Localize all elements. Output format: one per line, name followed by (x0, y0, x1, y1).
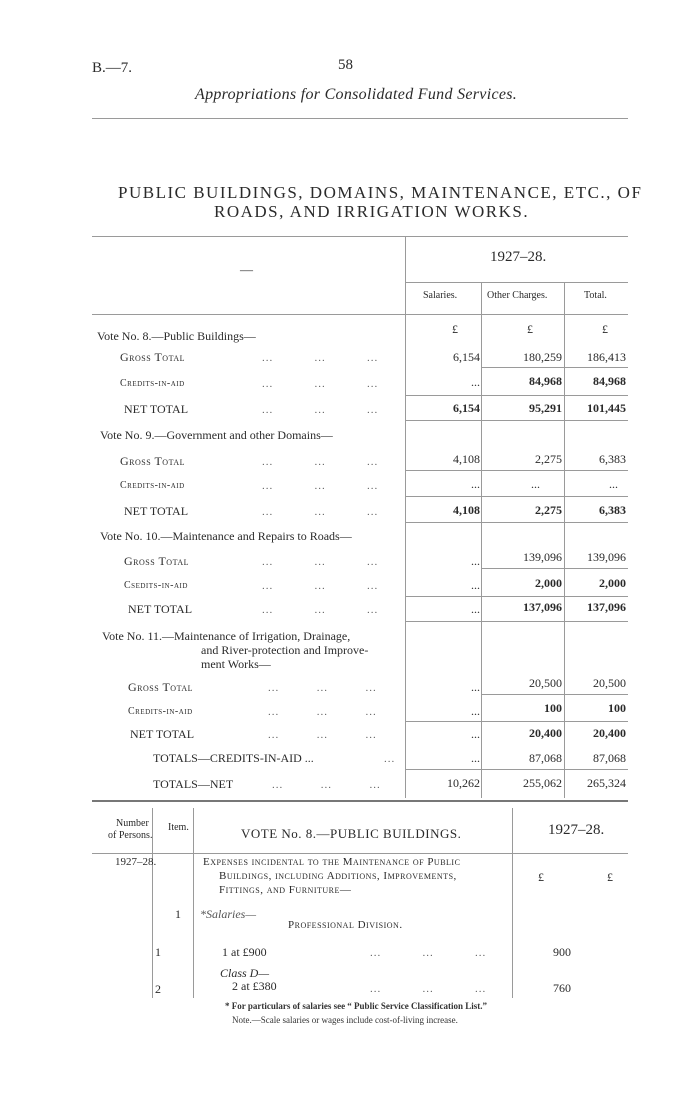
cell-total: 137,096 (587, 600, 626, 614)
vote9-heading: Vote No. 9.—Government and other Domains— (100, 428, 333, 442)
row2-persons: 2 (155, 982, 161, 996)
subtotal-rule (405, 721, 628, 722)
item-col-divider (193, 808, 194, 998)
cell-total: 87,068 (593, 751, 626, 765)
summary-header-rule (92, 314, 628, 315)
cell-other: 20,500 (529, 676, 562, 690)
leader-dots: ... ... ... (272, 779, 381, 791)
row-label: Gross Total (120, 350, 185, 364)
page-title-line2: ROADS, AND IRRIGATION WORKS. (214, 202, 530, 221)
subtotal-rule (405, 496, 628, 497)
cell-salaries: ... (471, 704, 480, 718)
vote11-heading-line1: Vote No. 11.—Maintenance of Irrigation, Drainage, (102, 629, 351, 643)
leader-dots: ... ... ... (262, 506, 379, 518)
cell-total: 100 (608, 701, 626, 715)
expenses-line2: Buildings, including Additions, Improvements, (219, 870, 457, 882)
cell-total: ... (609, 477, 618, 491)
leader-dots: ... ... ... (262, 604, 379, 616)
row-label: NET TOTAL (124, 504, 189, 518)
row-label: Credits-in-aid (120, 378, 185, 389)
cell-total: 20,400 (593, 726, 626, 740)
row1-persons: 1 (155, 945, 161, 959)
cell-total: 6,383 (599, 452, 626, 466)
subtotal-rule (405, 769, 628, 770)
cell-other: 84,968 (529, 374, 562, 388)
detail-header-rule (92, 853, 628, 854)
cell-total: 186,413 (587, 350, 626, 364)
cell-salaries: 6,154 (453, 350, 480, 364)
leader-dots: ... ... ... (262, 404, 379, 416)
col-header-item: Item. (168, 822, 189, 833)
cell-salaries: 4,108 (453, 452, 480, 466)
cell-total: 20,500 (593, 676, 626, 690)
row-label: Gross Total (128, 680, 193, 694)
row-label: NET TOTAL (128, 602, 193, 616)
cell-total: 84,968 (593, 374, 626, 388)
cell-salaries: ... (471, 727, 480, 741)
cell-salaries: ... (471, 375, 480, 389)
vote8-heading: Vote No. 8.—Public Buildings— (97, 329, 256, 343)
col-header-number: Number (116, 818, 149, 829)
salaries-label: *Salaries— (200, 907, 257, 921)
vote8-year: 1927–28. (548, 822, 605, 838)
summary-dash: — (240, 262, 253, 277)
running-title: Appropriations for Consolidated Fund Services. (195, 86, 518, 103)
subtotal-rule (405, 596, 628, 597)
cell-other: 95,291 (529, 401, 562, 415)
footnote: * For particulars of salaries see “ Public Service Classification List.” (225, 1001, 488, 1011)
cell-other: 180,259 (523, 350, 562, 364)
leader-dots: ... ... ... (262, 556, 379, 568)
cell-salaries: ... (471, 477, 480, 491)
note: Note.—Scale salaries or wages include cost-of-living increase. (232, 1015, 458, 1025)
summary-divider (405, 236, 406, 798)
subtotal-rule (405, 470, 628, 471)
cell-total: 101,445 (587, 401, 626, 415)
leader-dots: ... ... ... (370, 947, 487, 959)
expenses-line3: Fittings, and Furniture— (219, 884, 352, 896)
cell-total: 139,096 (587, 550, 626, 564)
amount-col-divider (512, 808, 513, 998)
currency-salaries: £ (452, 322, 458, 336)
leader-dots: ... ... ... (370, 983, 487, 995)
vote11-heading-line3: ment Works— (201, 657, 271, 671)
vote10-heading: Vote No. 10.—Maintenance and Repairs to Roads— (100, 529, 352, 543)
row2-value: 760 (553, 981, 571, 995)
summary-year-rule (405, 282, 628, 283)
item-number: 1 (175, 907, 181, 921)
col-header-other-charges: Other Charges. (487, 290, 548, 301)
cell-other: 2,275 (535, 503, 562, 517)
cell-salaries: ... (471, 751, 480, 765)
cell-salaries: 10,262 (447, 776, 480, 790)
leader-dots: ... ... ... (262, 480, 379, 492)
leader-dots: ... ... ... (262, 378, 379, 390)
row1-value: 900 (553, 945, 571, 959)
cell-total: 2,000 (599, 576, 626, 590)
cell-salaries: 4,108 (453, 503, 480, 517)
row-label: Gross Total (120, 454, 185, 468)
cell-other: 137,096 (523, 600, 562, 614)
leader-dots: ... ... ... (262, 580, 379, 592)
leader-dots: ... ... ... (268, 729, 377, 741)
currency-other: £ (527, 322, 533, 336)
cell-other: 20,400 (529, 726, 562, 740)
cell-salaries: ... (471, 680, 480, 694)
cell-salaries: ... (471, 554, 480, 568)
col-header-salaries: Salaries. (423, 290, 458, 301)
subtotal-rule (405, 522, 628, 523)
subtotal-rule (481, 367, 628, 368)
leader-dots: ... ... ... (268, 706, 377, 718)
document-reference: B.—7. (92, 60, 133, 76)
row1-label: 1 at £900 (222, 945, 267, 959)
page-number: 58 (338, 57, 353, 73)
row-label: NET TOTAL (130, 727, 195, 741)
header-rule (92, 118, 628, 119)
currency-total: £ (602, 322, 608, 336)
persons-year: 1927–28. (115, 856, 157, 868)
col-header-total: Total. (584, 290, 607, 301)
row2-label: 2 at £380 (232, 979, 277, 993)
currency-total: £ (607, 870, 613, 884)
row-label: Credits-in-aid (120, 480, 185, 491)
leader-dots: ... ... ... (268, 682, 377, 694)
currency-salaries: £ (538, 870, 544, 884)
cell-other: 139,096 (523, 550, 562, 564)
col-header-of-persons: of Persons. (108, 830, 153, 841)
subtotal-rule (405, 420, 628, 421)
cell-salaries: 6,154 (453, 401, 480, 415)
class-d-label: Class D— (220, 966, 270, 980)
cell-other: 255,062 (523, 776, 562, 790)
subtotal-rule (481, 694, 628, 695)
cell-salaries: ... (471, 578, 480, 592)
leader-dots: ... (384, 753, 396, 765)
cell-other: 87,068 (529, 751, 562, 765)
row-label: NET TOTAL (124, 402, 189, 416)
totals-credits-label: TOTALS—CREDITS-IN-AID ... (153, 751, 314, 765)
cell-total: 6,383 (599, 503, 626, 517)
summary-year: 1927–28. (490, 249, 547, 265)
cell-total: 265,324 (587, 776, 626, 790)
row-label: Credits-in-aid (128, 706, 193, 717)
expenses-line1: Expenses incidental to the Maintenance of Public (203, 856, 461, 868)
totals-net-label: TOTALS—NET (153, 777, 234, 791)
division-label: Professional Division. (288, 919, 403, 931)
cell-other: 2,000 (535, 576, 562, 590)
cell-other: 2,275 (535, 452, 562, 466)
subtotal-rule (405, 621, 628, 622)
vote11-heading-line2: and River-protection and Improve- (201, 643, 369, 657)
cell-other: ... (531, 477, 540, 491)
row-label: Csedits-in-aid (124, 580, 188, 591)
summary-bottom-rule (92, 800, 628, 802)
subtotal-rule (481, 568, 628, 569)
subtotal-rule (405, 395, 628, 396)
cell-salaries: ... (471, 602, 480, 616)
leader-dots: ... ... ... (262, 456, 379, 468)
cell-other: 100 (544, 701, 562, 715)
row-label: Gross Total (124, 554, 189, 568)
summary-top-rule (92, 236, 628, 237)
leader-dots: ... ... ... (262, 352, 379, 364)
vote8-heading: VOTE No. 8.—PUBLIC BUILDINGS. (241, 826, 462, 841)
page-title-line1: PUBLIC BUILDINGS, DOMAINS, MAINTENANCE, ETC., OF (118, 183, 643, 202)
